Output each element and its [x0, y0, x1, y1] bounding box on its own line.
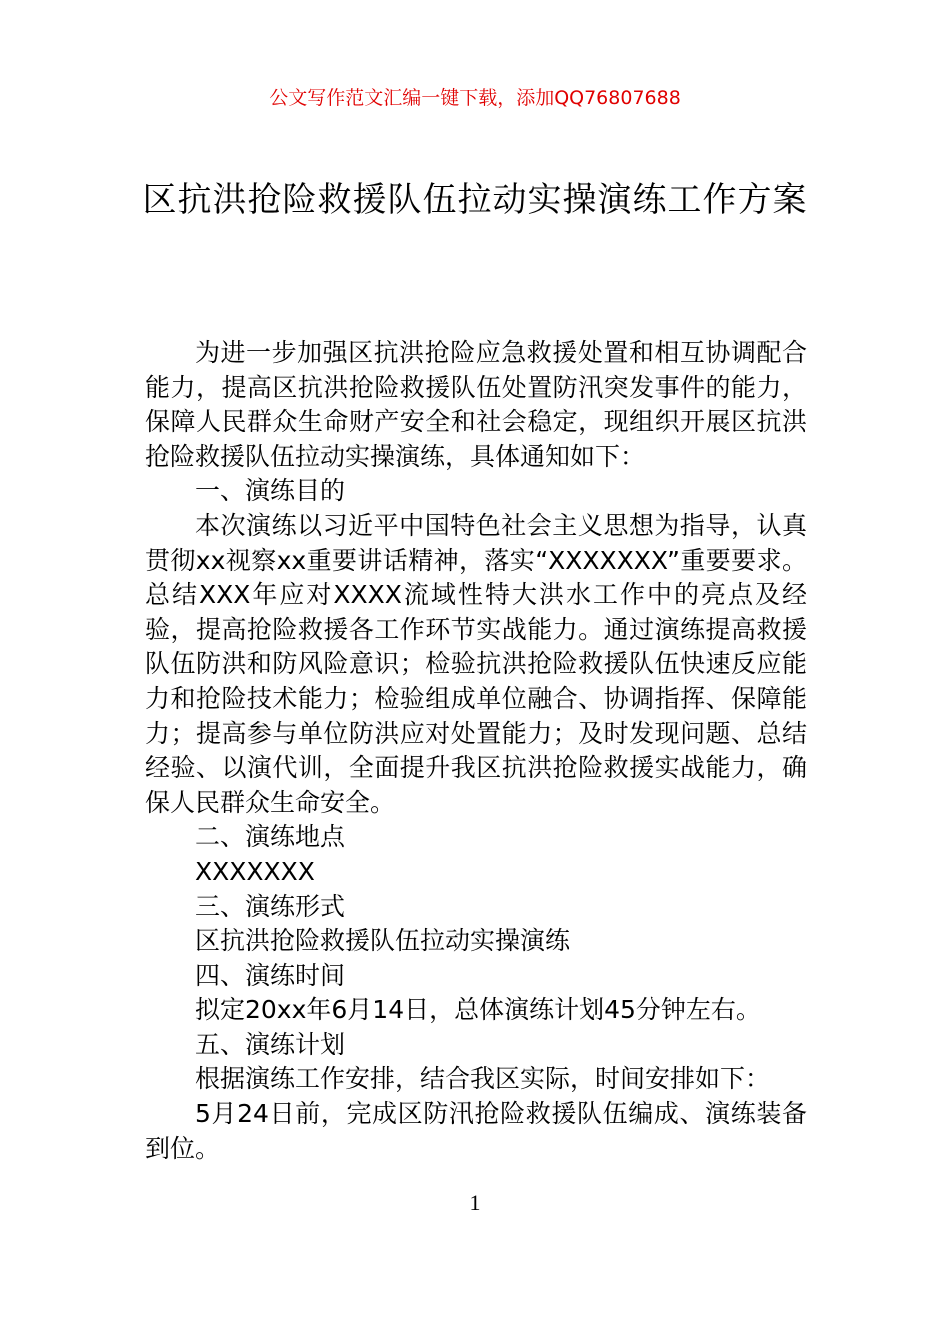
format-paragraph: 区抗洪抢险救援队伍拉动实操演练	[195, 926, 571, 956]
section-heading-plan: 五、演练计划	[195, 1029, 346, 1059]
plan-item-paragraph: 5月24日前，完成区防汛抢险救援队伍编成、演练装备到位。	[145, 1099, 807, 1163]
section-heading-purpose: 一、演练目的	[195, 476, 346, 506]
section-heading-format: 三、演练形式	[195, 891, 346, 921]
section-heading-location: 二、演练地点	[195, 822, 346, 852]
time-paragraph: 拟定20xx年6月14日，总体演练计划45分钟左右。	[195, 995, 761, 1025]
section-heading-time: 四、演练时间	[195, 960, 346, 990]
intro-paragraph: 为进一步加强区抗洪抢险应急救援处置和相互协调配合能力，提高区抗洪抢险救援队伍处置防汛突发事件的能力，保障人民群众生命财产安全和社会稳定，现组织开展区抗洪抢险救援队伍拉动实操演练，具体通知如下：	[145, 338, 807, 471]
document-title: 区抗洪抢险救援队伍拉动实操演练工作方案	[142, 180, 808, 220]
page-number: 1	[469, 1190, 481, 1215]
location-paragraph: XXXXXXX	[195, 856, 315, 886]
plan-paragraph: 根据演练工作安排，结合我区实际，时间安排如下：	[195, 1064, 771, 1094]
purpose-paragraph: 本次演练以习近平中国特色社会主义思想为指导，认真贯彻xx视察xx重要讲话精神，落实“XXXXXXX”重要要求。总结XXX年应对XXXX流域性特大洪水工作中的亮点及经验，提高抢险救援各工作环节实战能力。通过演练提高救援队伍防洪和防风险意识；检验抗洪抢险救援队伍快速反应能力和抢险技术能力；检验组成单位融合、协调指挥、保障能力；提高参与单位防洪应对处置能力；及时发现问题、总结经验、以演代训，全面提升我区抗洪抢险救援实战能力，确保人民群众生命安全。	[145, 510, 807, 817]
watermark-banner: 公文写作范文汇编一键下载，添加QQ76807688	[269, 87, 681, 109]
document-body	[145, 336, 807, 1166]
